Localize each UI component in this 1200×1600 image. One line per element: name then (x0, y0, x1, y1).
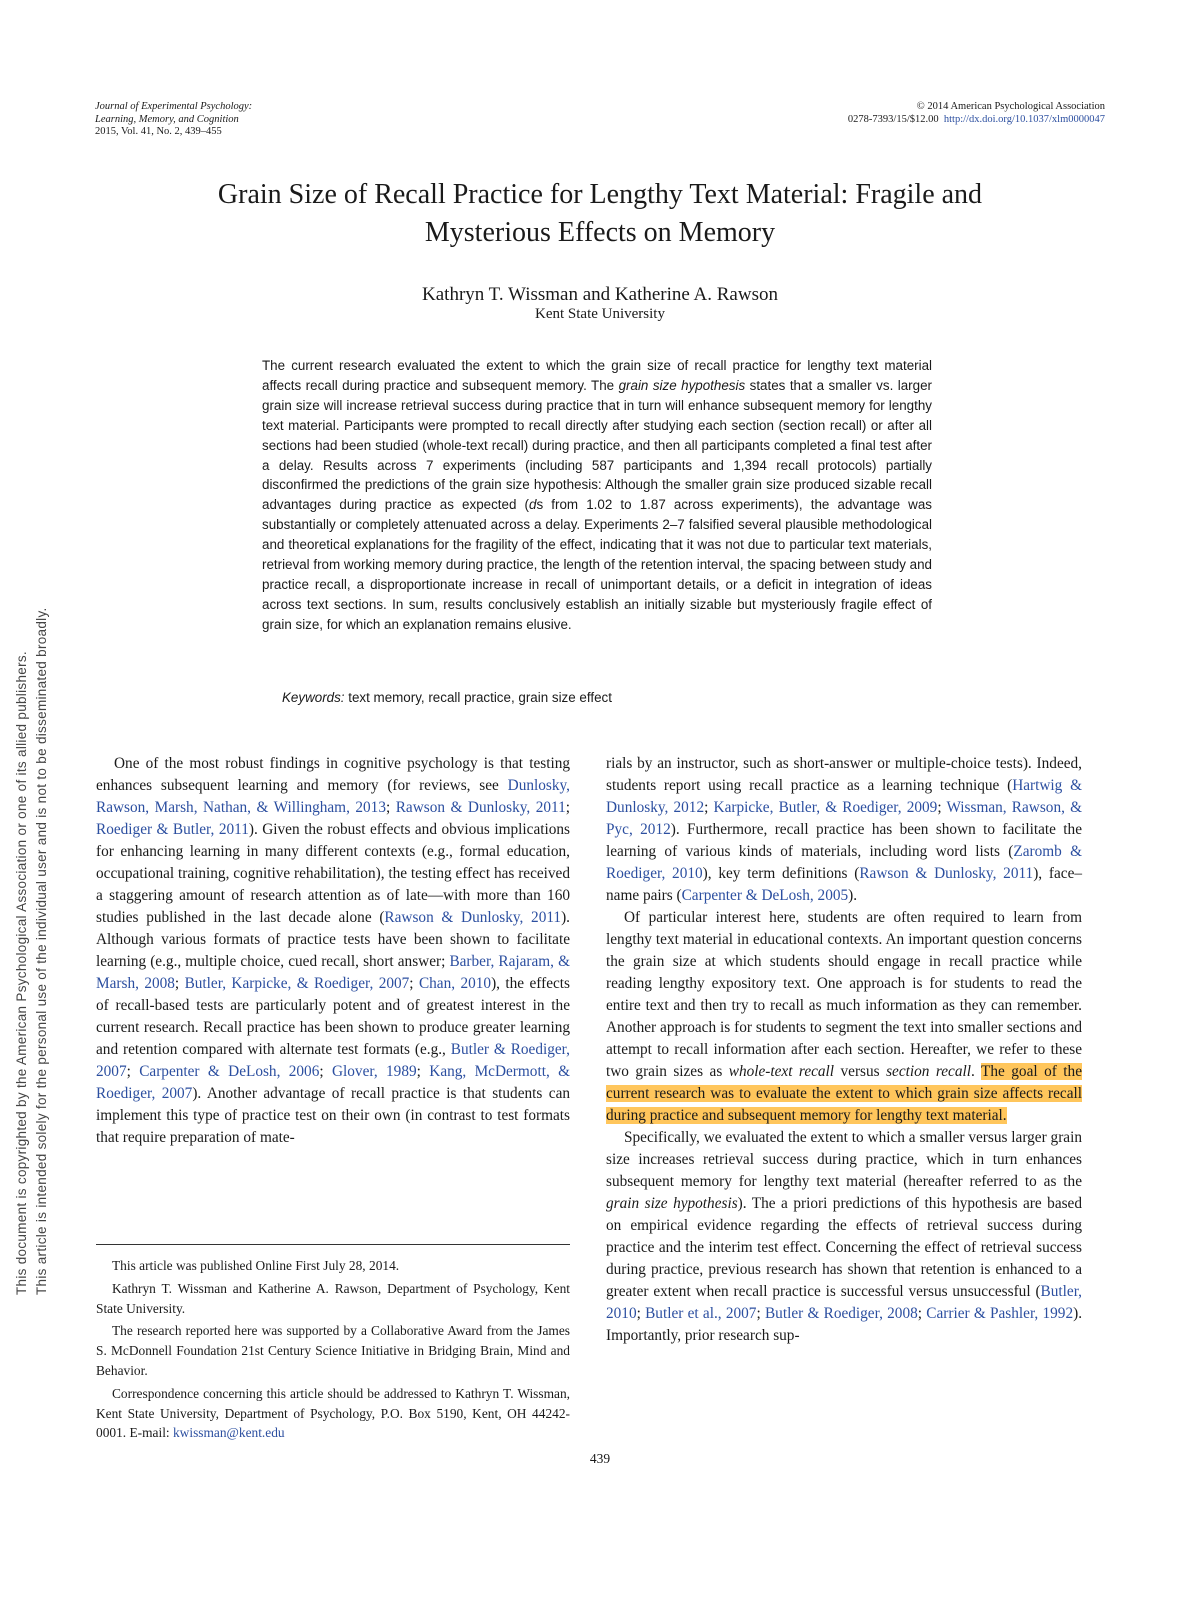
citation-link[interactable]: Carpenter & DeLosh, 2006 (139, 1063, 320, 1080)
separator: ; (416, 1063, 430, 1080)
authors: Kathryn T. Wissman and Katherine A. Rawson (422, 284, 778, 305)
abstract-text-1: The current research evaluated the extent to which the grain size of recall practice for lengthy text material affects recall during practice and subsequent memory. The (262, 358, 932, 393)
citation-link[interactable]: Rawson & Dunlosky, 2011 (384, 909, 562, 926)
usage-notice-vertical: This article is intended solely for the personal use of the individual user and is not to be disseminated broadly. (34, 607, 49, 1295)
citation-link[interactable]: Butler & Roediger, 2007 (96, 1041, 570, 1080)
body-text: ). Importantly, prior research sup- (606, 1305, 1083, 1344)
doi-link[interactable]: http://dx.doi.org/10.1037/xlm0000047 (943, 113, 1105, 125)
separator: ; (756, 1305, 765, 1322)
citation-link[interactable]: Karpicke, Butler, & Roediger, 2009 (713, 799, 938, 816)
body-text: ). Furthermore, recall practice has been shown to facilitate the learning of various kinds of materials, including word lists ( (606, 821, 1082, 860)
issn: 0278-7393/15/$12.00 (847, 113, 939, 125)
footnote: Kathryn T. Wissman and Katherine A. Rawson, Department of Psychology, Kent State University. (96, 1280, 570, 1316)
copyright-notice-vertical: This document is copyrighted by the American Psychological Association or one of its allied publishers. (14, 651, 29, 1295)
term: whole-text recall (728, 1063, 835, 1080)
journal-name-line2: Learning, Memory, and Cognition (95, 113, 239, 125)
body-text: Specifically, we evaluated the extent to which a smaller versus larger grain size increases retrieval success during practice, which in turn enhances subsequent memory for lengthy text material (hereafter referred to as the (606, 1129, 1082, 1190)
keywords (282, 690, 932, 705)
abstract-stat: d (529, 497, 537, 513)
page-number: 439 (589, 1451, 611, 1466)
footnote (96, 1384, 570, 1443)
citation-link[interactable]: Butler et al., 2007 (645, 1305, 757, 1322)
paragraph (606, 1127, 1082, 1347)
citation-link[interactable]: Rawson & Dunlosky, 2011 (395, 799, 566, 816)
term: section recall (886, 1063, 971, 1080)
body-text: ). Given the robust effects and obvious implications for enhancing learning in many different contexts (e.g., formal education, occupational training, cognitive rehabilitation), the testing effect has received a staggering amount of research attention as of late—with more than 160 studies published in the last decade alone ( (96, 821, 570, 926)
body-text: versus (834, 1063, 887, 1080)
journal-name-line1: Journal of Experimental Psychology: (95, 101, 253, 112)
footnote: The research reported here was supported by a Collaborative Award from the James S. McDonnell Foundation 21st Century Science Initiative in Bridging Brain, Mind and Behavior. (96, 1323, 570, 1378)
body-text: ), the effects of recall-based tests are particularly potent and of greatest interest in the current research. Recall practice has been shown to produce greater learning and retention compared with alternate test formats (e.g., (96, 975, 570, 1058)
journal-volume: 2015, Vol. 41, No. 2, 439–455 (95, 126, 222, 137)
body-text: ). Another advantage of recall practice is that students can implement this type of practice test on their own (in contrast to test formats that require preparation of mate- (96, 1085, 571, 1146)
separator: ; (409, 975, 419, 992)
term: grain size hypothesis (606, 1195, 738, 1212)
body-column-right (606, 753, 1082, 1347)
copyright-line: © 2014 American Psychological Association (916, 101, 1105, 112)
footnote: This article was published Online First July 28, 2014. (112, 1258, 400, 1273)
footnote-divider (96, 1244, 570, 1245)
citation-link[interactable]: Chan, 2010 (418, 975, 492, 992)
body-text: . (971, 1063, 982, 1080)
highlighted-sentence[interactable]: The goal of the current research was to evaluate the extent to which grain size affects recall during practice and subsequent memory for lengthy text material. (606, 1063, 1082, 1124)
citation-link[interactable]: Butler, Karpicke, & Roediger, 2007 (184, 975, 410, 992)
citation-link[interactable]: Carrier & Pashler, 1992 (926, 1305, 1074, 1322)
citation-link[interactable]: Hartwig & Dunlosky, 2012 (606, 777, 1082, 816)
abstract-term: grain size hypothesis (618, 377, 746, 393)
body-text: rials by an instructor, such as short-answer or multiple-choice tests). Indeed, students report using recall practice as a learning technique ( (606, 755, 1082, 794)
email-link[interactable]: kwissman@kent.edu (172, 1425, 285, 1441)
abstract-text-2: states that a smaller vs. larger grain size will increase retrieval success during practice that in turn will enhance subsequent memory for lengthy text material. Participants were prompted to recall directly after studying each section (section recall) or after all sections had been studied (whole-text recall) during practice, and then all participants completed a final test after a delay. Results across 7 experiments (including 587 participants and 1,394 recall protocols) partially disconfirmed the predictions of the grain size hypothesis: Although the smaller grain size produced sizable recall advantages during practice as expected ( (262, 377, 932, 513)
separator: ; (917, 1305, 927, 1322)
affiliation: Kent State University (535, 306, 665, 322)
title-line2: Mysterious Effects on Memory (424, 217, 776, 248)
citation-link[interactable]: Barber, Rajaram, & Marsh, 2008 (96, 953, 570, 992)
body-text: ). The a priori predictions of this hypothesis are based on empirical evidence regarding the effects of retrieval success during practice and the interim test effect. Concerning the effect of retrieval success during practice, previous research has shown that retention is enhanced to a greater extent when recall practice is successful versus unsuccessful ( (606, 1195, 1082, 1300)
keywords-label: Keywords: (282, 690, 345, 705)
body-text: One of the most robust findings in cognitive psychology is that testing enhances subsequent learning and memory (for reviews, see (96, 755, 570, 794)
citation-link[interactable]: Glover, 1989 (331, 1063, 417, 1080)
citation-link[interactable]: Rawson & Dunlosky, 2011 (859, 865, 1034, 882)
journal-citation (95, 101, 252, 139)
keywords-text: text memory, recall practice, grain size effect (344, 690, 612, 705)
citation-link[interactable]: Zaromb & Roediger, 2010 (606, 843, 1082, 882)
issn-doi-line (848, 114, 1105, 127)
paragraph (606, 753, 1082, 907)
citation-link[interactable]: Dunlosky, Rawson, Marsh, Nathan, & Willingham, 2013 (96, 777, 570, 816)
separator: ; (704, 799, 714, 816)
body-text: ), key term definitions ( (702, 865, 860, 882)
citation-link[interactable]: Carpenter & DeLosh, 2005 (681, 887, 849, 904)
abstract (262, 356, 932, 635)
body-text: ). (848, 887, 858, 904)
paragraph (606, 907, 1082, 1127)
body-text: ). Although various formats of practice tests have been shown to facilitate learning (e.g., multiple choice, cued recall, short answer; (96, 909, 570, 970)
citation-link[interactable]: Butler, 2010 (606, 1283, 1082, 1322)
paragraph (96, 753, 570, 1149)
separator: ; (385, 799, 396, 816)
citation-link[interactable]: Kang, McDermott, & Roediger, 2007 (96, 1063, 571, 1102)
abstract-text-3: s from 1.02 to 1.87 across experiments), the advantage was substantially or completely attenuated across a delay. Experiments 2–7 falsified several plausible methodological and theoretical explanations for the fragility of the effect, indicating that it was not due to particular text materials, retrieval from working memory during practice, the length of the retention interval, the spacing between study and practice recall, a disproportionate increase in recall of unimportant details, or a deficit in integration of ideas across text sections. In sum, results conclusively establish an initially sizable but mysteriously fragile effect of grain size, for which an explanation remains elusive. (262, 497, 933, 632)
footnote-text: Correspondence concerning this article should be addressed to Kathryn T. Wissman, Kent State University, Department of Psychology, P.O. Box 5190, Kent, OH 44242-0001. E-mail: (96, 1385, 570, 1441)
citation-link[interactable]: Butler & Roediger, 2008 (764, 1305, 918, 1322)
body-text: Of particular interest here, students are often required to learn from lengthy text material in educational contexts. An important question concerns the grain size at which students should engage in recall practice while reading lengthy expository text. One approach is for students to read the entire text and then try to recall as much information as they can remember. Another approach is for students to segment the text into smaller sections and attempt to recall information after each section. Hereafter, we refer to these two grain sizes as (606, 909, 1082, 1080)
copyright-block (848, 101, 1105, 126)
citation-link[interactable]: Roediger & Butler, 2011 (96, 821, 249, 838)
body-text: ), face–name pairs ( (606, 865, 1083, 904)
separator: ; (636, 1305, 646, 1322)
separator: ; (565, 799, 570, 816)
separator: ; (174, 975, 185, 992)
title-line1: Grain Size of Recall Practice for Lengthy Text Material: Fragile and (217, 179, 983, 210)
separator: ; (319, 1063, 332, 1080)
article-title (100, 176, 1100, 252)
separator: ; (126, 1063, 140, 1080)
citation-link[interactable]: Wissman, Rawson, & Pyc, 2012 (606, 799, 1082, 838)
separator: ; (937, 799, 947, 816)
footnotes (96, 1256, 570, 1446)
body-column-left (96, 753, 570, 1149)
